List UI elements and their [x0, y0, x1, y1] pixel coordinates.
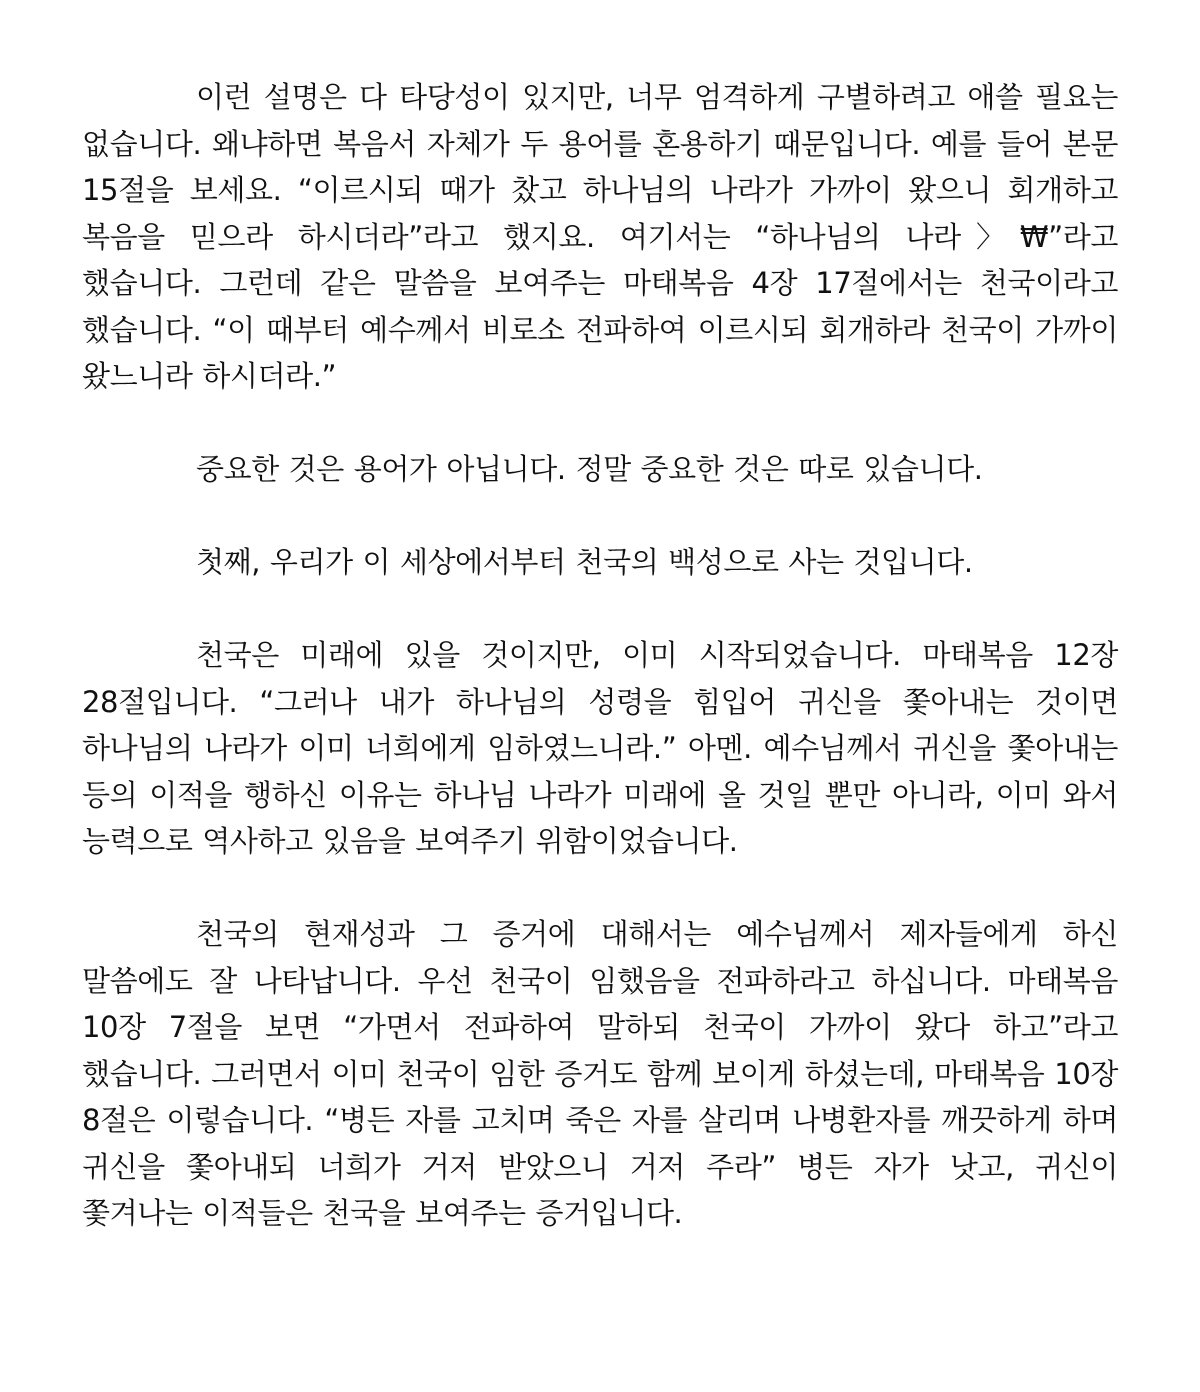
- paragraph-first-point: 첫째, 우리가 이 세상에서부터 천국의 백성으로 사는 것입니다.: [196, 545, 973, 579]
- paragraph-gap: [82, 493, 1118, 540]
- paragraph-kingdom-already-begun: 천국은 미래에 있을 것이지만, 이미 시작되었습니다. 마태복음 12장 28절입니다. “그러나 내가 하나님의 성령을 힘입어 귀신을 쫓아내는 것이면 하나님의 나라가 이미 너희에게 임하였느니라.” 아멘. 예수님께서 귀신을 쫓아내는 등의 이적을 행하신 이유는 하나님 나라가 미래에 올 것일 뿐만 아니라, 이미 와서 능력으로 역사하고 있음을 보여주기 위함이었습니다.: [82, 638, 1118, 858]
- paragraph-gap: [82, 865, 1118, 912]
- paragraph-what-matters: 중요한 것은 용어가 아닙니다. 정말 중요한 것은 따로 있습니다.: [196, 452, 983, 486]
- document-body: [82, 74, 1118, 1237]
- paragraph-gap: [82, 586, 1118, 633]
- paragraph-kingdom-evidence: 천국의 현재성과 그 증거에 대해서는 예수님께서 제자들에게 하신 말씀에도 잘 나타납니다. 우선 천국이 임했음을 전파하라고 하십니다. 마태복음 10장 7절을 보면 “가면서 전파하여 말하되 천국이 가까이 왔다 하고”라고 했습니다. 그러면서 이미 천국이 임한 증거도 함께 보이게 하셨는데, 마태복음 10장 8절은 이렇습니다. “병든 자를 고치며 죽은 자를 살리며 나병환자를 깨끗하게 하며 귀신을 쫓아내되 너희가 거저 받았으니 거저 주라” 병든 자가 낫고, 귀신이 쫓겨나는 이적들은 천국을 보여주는 증거입니다.: [82, 917, 1118, 1230]
- paragraph-terms-interchangeable: 이런 설명은 다 타당성이 있지만, 너무 엄격하게 구별하려고 애쓸 필요는 없습니다. 왜냐하면 복음서 자체가 두 용어를 혼용하기 때문입니다. 예를 들어 본문 15절을 보세요. “이르시되 때가 찼고 하나님의 나라가 가까이 왔으니 회개하고 복음을 믿으라 하시더라”라고 했지요. 여기서는 “하나님의 나라〉₩”라고 했습니다. 그런데 같은 말씀을 보여주는 마태복음 4장 17절에서는 천국이라고 했습니다. “이 때부터 예수께서 비로소 전파하여 이르시되 회개하라 천국이 가까이 왔느니라 하시더라.”: [82, 80, 1118, 393]
- paragraph-gap: [82, 400, 1118, 447]
